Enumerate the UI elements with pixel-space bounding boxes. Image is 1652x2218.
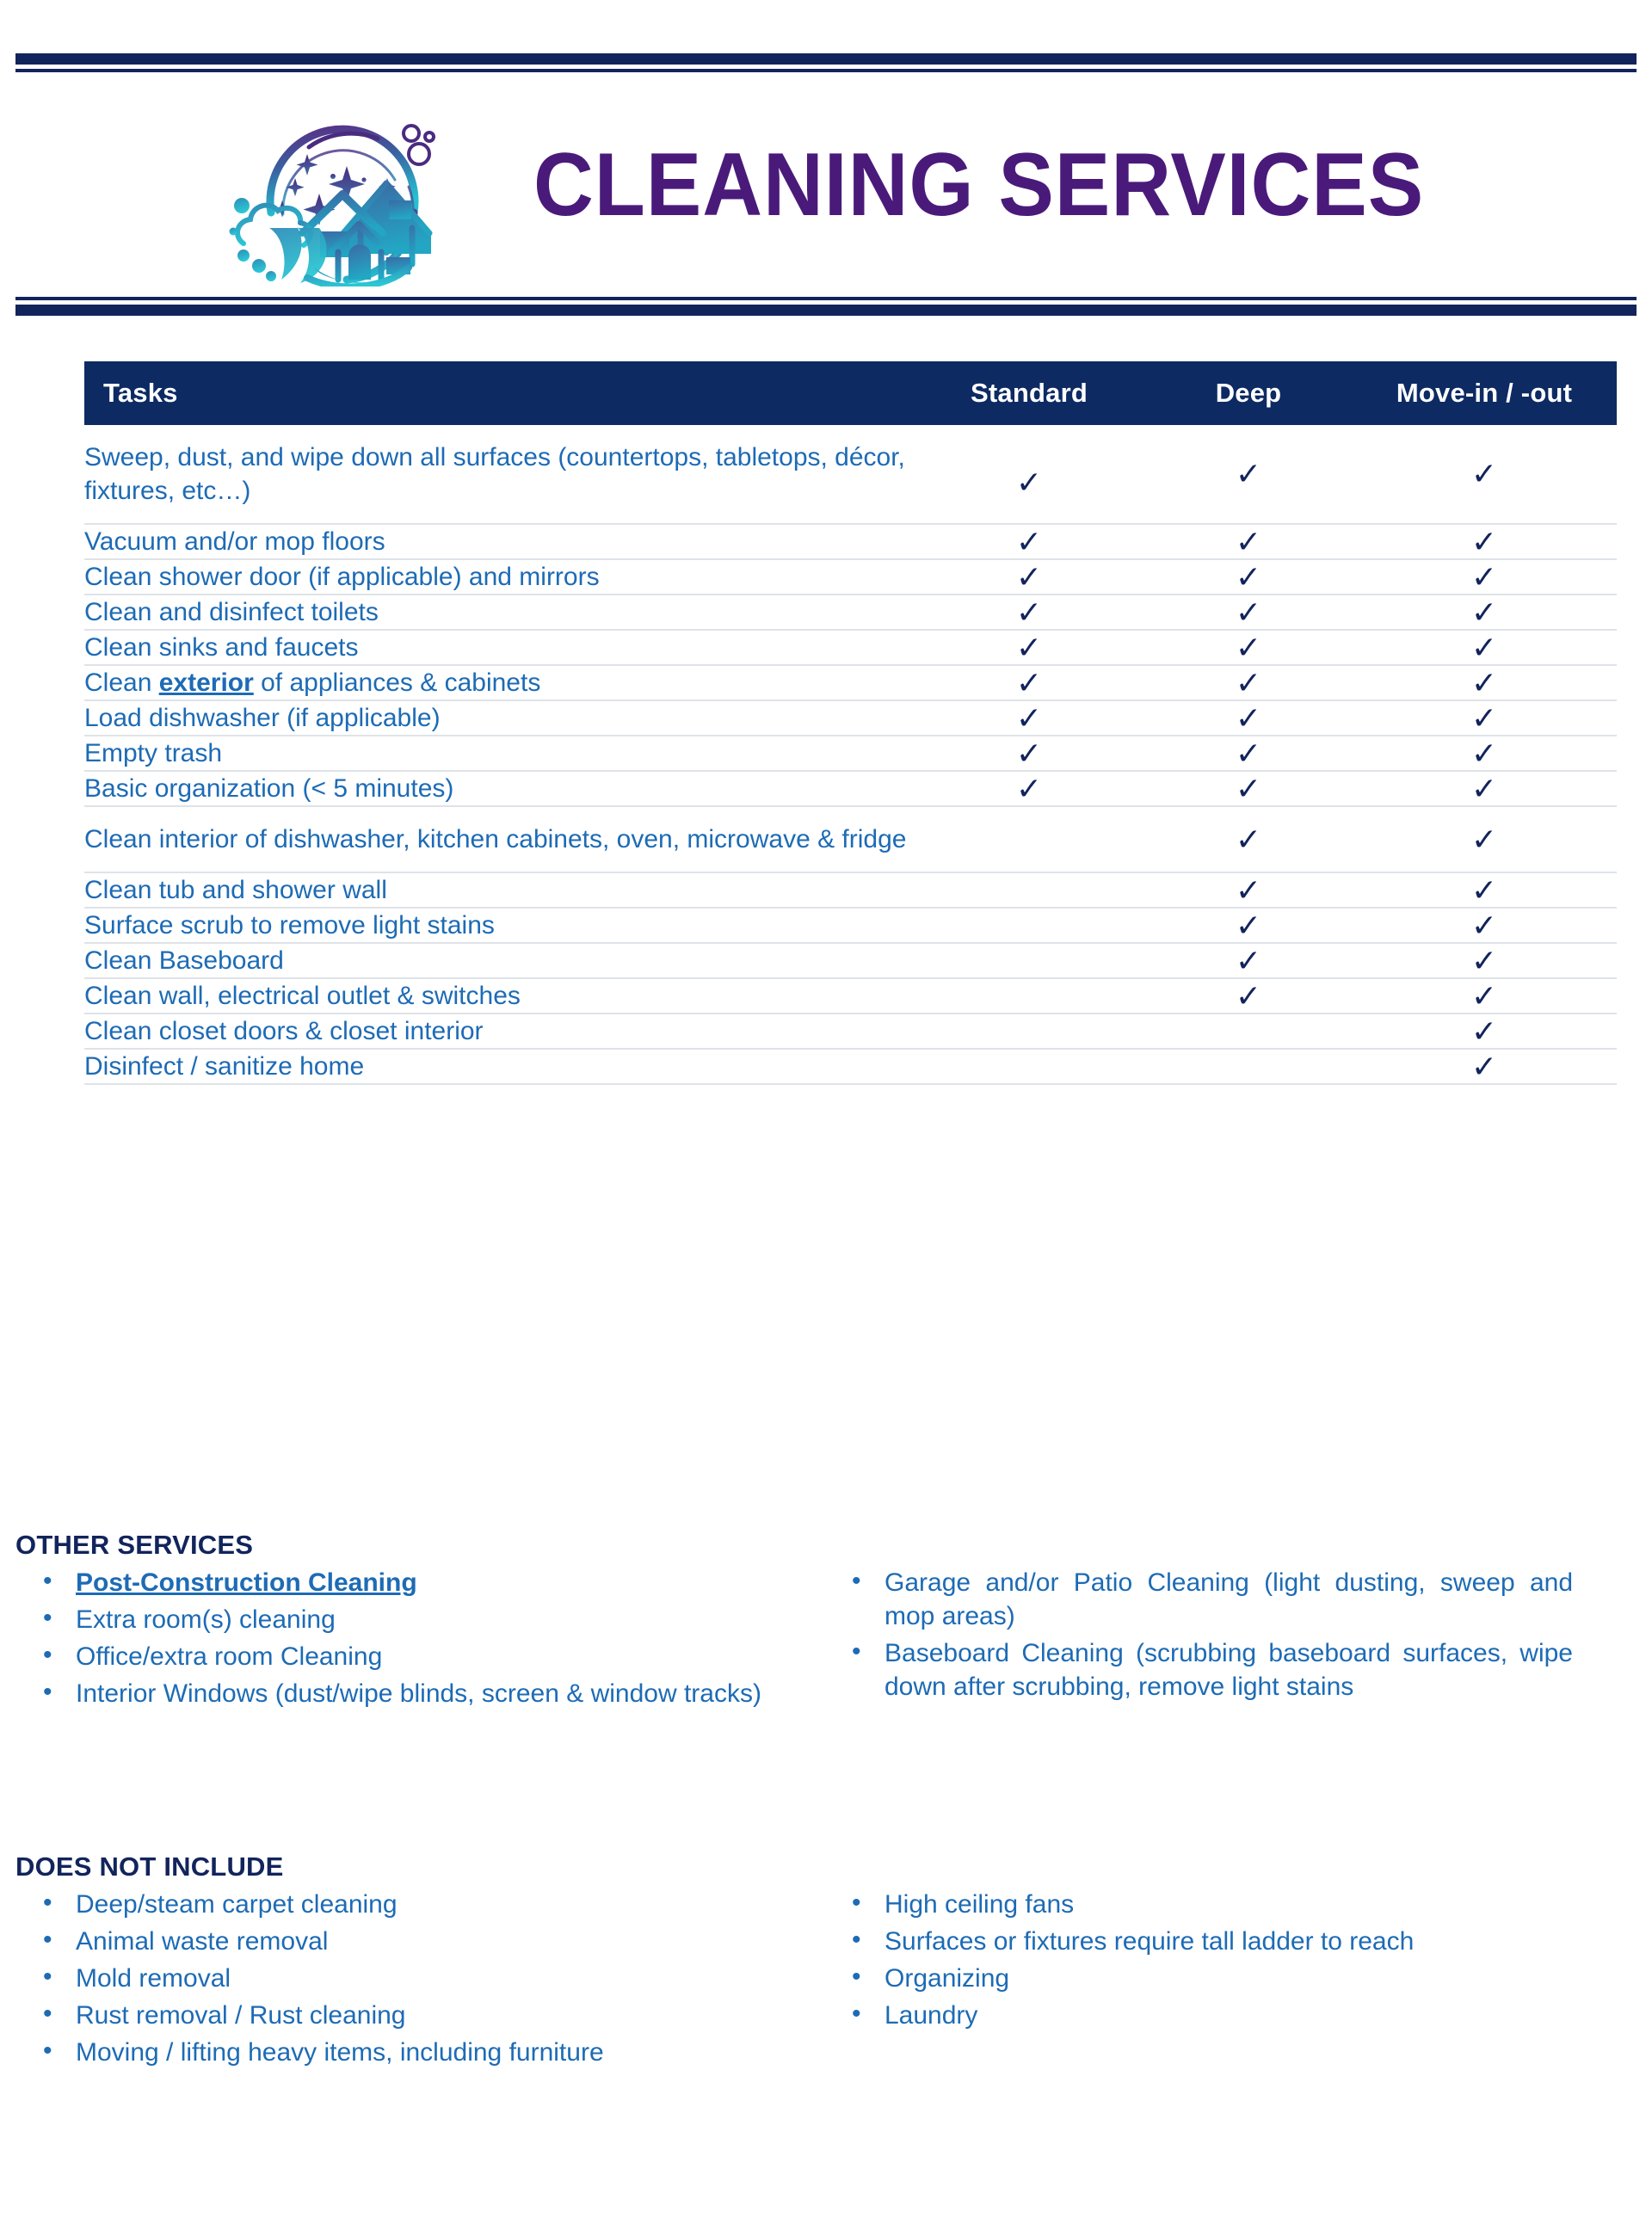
list-item: • Moving / lifting heavy items, including furniture bbox=[15, 2036, 824, 2069]
table-row bbox=[84, 806, 1617, 872]
check-cell-move bbox=[1352, 736, 1617, 771]
other-services-section bbox=[15, 1530, 1637, 1714]
task-label: Basic organization (< 5 minutes) bbox=[84, 771, 913, 806]
check-icon: ✓ bbox=[1015, 735, 1043, 771]
check-cell-std bbox=[913, 806, 1145, 872]
check-cell-move bbox=[1352, 595, 1617, 630]
check-icon: ✓ bbox=[1470, 977, 1498, 1014]
check-icon: ✓ bbox=[1235, 821, 1262, 857]
check-icon: ✓ bbox=[1015, 594, 1043, 630]
task-label: Clean sinks and faucets bbox=[84, 630, 913, 665]
task-emphasis: exterior bbox=[158, 668, 254, 697]
check-icon: ✓ bbox=[1235, 699, 1262, 736]
check-cell-deep bbox=[1145, 665, 1352, 700]
house-sparkle-bubbles-icon bbox=[218, 83, 467, 286]
list-item: • Office/extra room Cleaning bbox=[15, 1640, 824, 1673]
check-icon: ✓ bbox=[1235, 942, 1262, 978]
task-label: Clean tub and shower wall bbox=[84, 872, 913, 908]
table-header-row bbox=[84, 361, 1617, 425]
other-services-left-list bbox=[15, 1566, 824, 1710]
table-row bbox=[84, 978, 1617, 1014]
check-icon: ✓ bbox=[1470, 1013, 1498, 1049]
task-label: Clean interior of dishwasher, kitchen cabinets, oven, microwave & fridge bbox=[84, 806, 913, 872]
check-cell-std bbox=[913, 425, 1145, 524]
does-not-include-right-column bbox=[824, 1888, 1581, 2036]
does-not-include-left-list bbox=[15, 1888, 824, 2069]
table-row bbox=[84, 771, 1617, 806]
table-row bbox=[84, 425, 1617, 524]
task-label: Sweep, dust, and wipe down all surfaces (countertops, tabletops, décor, fixtures, etc…) bbox=[84, 425, 913, 524]
task-label: Vacuum and/or mop floors bbox=[84, 524, 913, 559]
task-label: Load dishwasher (if applicable) bbox=[84, 700, 913, 736]
check-cell-std bbox=[913, 559, 1145, 595]
check-cell-move bbox=[1352, 806, 1617, 872]
check-cell-deep bbox=[1145, 630, 1352, 665]
other-services-left-column bbox=[15, 1566, 824, 1714]
check-icon: ✓ bbox=[1235, 664, 1262, 700]
task-label: Clean exterior of appliances & cabinets bbox=[84, 665, 913, 700]
check-icon: ✓ bbox=[1235, 872, 1262, 908]
header-bottom-rule bbox=[15, 297, 1637, 316]
check-icon: ✓ bbox=[1470, 907, 1498, 943]
does-not-include-left-column bbox=[15, 1888, 824, 2073]
check-cell-deep bbox=[1145, 872, 1352, 908]
check-cell-move bbox=[1352, 771, 1617, 806]
check-icon: ✓ bbox=[1015, 770, 1043, 806]
check-cell-deep bbox=[1145, 700, 1352, 736]
services-comparison-table bbox=[84, 361, 1592, 1085]
list-item: • Mold removal bbox=[15, 1962, 824, 1995]
check-icon: ✓ bbox=[1235, 629, 1262, 665]
check-cell-move bbox=[1352, 700, 1617, 736]
does-not-include-right-list bbox=[824, 1888, 1581, 2032]
column-header-move-in-out: Move-in / -out bbox=[1352, 361, 1617, 425]
check-icon: ✓ bbox=[1235, 558, 1262, 595]
check-cell-move bbox=[1352, 978, 1617, 1014]
table-row bbox=[84, 1014, 1617, 1049]
check-icon: ✓ bbox=[1470, 664, 1498, 700]
check-cell-std bbox=[913, 524, 1145, 559]
check-cell-std bbox=[913, 943, 1145, 978]
check-icon: ✓ bbox=[1470, 629, 1498, 665]
check-cell-std bbox=[913, 665, 1145, 700]
check-cell-deep bbox=[1145, 1014, 1352, 1049]
check-cell-deep bbox=[1145, 771, 1352, 806]
check-cell-deep bbox=[1145, 1049, 1352, 1084]
task-label: Clean wall, electrical outlet & switches bbox=[84, 978, 913, 1014]
check-cell-std bbox=[913, 908, 1145, 943]
check-cell-std bbox=[913, 630, 1145, 665]
list-item-emphasis: Post-Construction Cleaning bbox=[76, 1568, 417, 1597]
check-cell-deep bbox=[1145, 908, 1352, 943]
check-icon: ✓ bbox=[1235, 977, 1262, 1014]
check-cell-deep bbox=[1145, 524, 1352, 559]
list-item: • Interior Windows (dust/wipe blinds, screen & window tracks) bbox=[15, 1677, 824, 1710]
list-item: • High ceiling fans bbox=[824, 1888, 1581, 1921]
list-item: • Garage and/or Patio Cleaning (light dusting, sweep and mop areas) bbox=[824, 1566, 1581, 1633]
other-services-heading: OTHER SERVICES bbox=[15, 1530, 254, 1560]
check-cell-std bbox=[913, 978, 1145, 1014]
table-row bbox=[84, 908, 1617, 943]
check-cell-deep bbox=[1145, 736, 1352, 771]
check-cell-deep bbox=[1145, 978, 1352, 1014]
check-icon: ✓ bbox=[1235, 523, 1262, 559]
check-cell-deep bbox=[1145, 806, 1352, 872]
check-cell-std bbox=[913, 736, 1145, 771]
check-cell-std bbox=[913, 771, 1145, 806]
list-item: • Extra room(s) cleaning bbox=[15, 1603, 824, 1636]
check-icon: ✓ bbox=[1470, 770, 1498, 806]
rule-thick-bar bbox=[15, 305, 1637, 316]
task-label: Clean closet doors & closet interior bbox=[84, 1014, 913, 1049]
table-row bbox=[84, 665, 1617, 700]
task-label: Clean Baseboard bbox=[84, 943, 913, 978]
list-item: • Animal waste removal bbox=[15, 1925, 824, 1958]
check-icon: ✓ bbox=[1235, 770, 1262, 806]
check-cell-move bbox=[1352, 943, 1617, 978]
list-item: • Organizing bbox=[824, 1962, 1581, 1995]
table-row bbox=[84, 700, 1617, 736]
table-row bbox=[84, 559, 1617, 595]
column-header-standard: Standard bbox=[913, 361, 1145, 425]
table-row bbox=[84, 1049, 1617, 1084]
check-icon: ✓ bbox=[1015, 629, 1043, 665]
check-cell-deep bbox=[1145, 425, 1352, 524]
check-icon: ✓ bbox=[1235, 735, 1262, 771]
task-label: Surface scrub to remove light stains bbox=[84, 908, 913, 943]
check-cell-move bbox=[1352, 872, 1617, 908]
check-icon: ✓ bbox=[1470, 558, 1498, 595]
check-icon: ✓ bbox=[1235, 594, 1262, 630]
check-cell-std bbox=[913, 872, 1145, 908]
rule-thin-bar bbox=[15, 297, 1637, 300]
check-cell-deep bbox=[1145, 595, 1352, 630]
rule-thin-bar bbox=[15, 69, 1637, 72]
check-cell-std bbox=[913, 595, 1145, 630]
table-row bbox=[84, 630, 1617, 665]
check-cell-move bbox=[1352, 425, 1617, 524]
check-cell-deep bbox=[1145, 943, 1352, 978]
check-cell-move bbox=[1352, 1014, 1617, 1049]
check-icon: ✓ bbox=[1015, 699, 1043, 736]
check-cell-move bbox=[1352, 1049, 1617, 1084]
rule-thick-bar bbox=[15, 53, 1637, 65]
company-logo bbox=[213, 82, 472, 288]
list-item: • Surfaces or fixtures require tall ladder to reach bbox=[824, 1925, 1581, 1958]
list-item bbox=[15, 1566, 824, 1599]
check-icon: ✓ bbox=[1470, 1048, 1498, 1084]
does-not-include-heading: DOES NOT INCLUDE bbox=[15, 1851, 284, 1882]
table-row bbox=[84, 872, 1617, 908]
check-icon: ✓ bbox=[1470, 523, 1498, 559]
page-title: CLEANING SERVICES bbox=[533, 135, 1425, 235]
list-item: • Rust removal / Rust cleaning bbox=[15, 1999, 824, 2032]
check-icon: ✓ bbox=[1235, 907, 1262, 943]
check-cell-std bbox=[913, 1049, 1145, 1084]
list-item: • Deep/steam carpet cleaning bbox=[15, 1888, 824, 1921]
check-icon: ✓ bbox=[1015, 465, 1043, 500]
other-services-right-column bbox=[824, 1566, 1581, 1707]
check-icon: ✓ bbox=[1470, 456, 1498, 491]
table-body bbox=[84, 425, 1617, 1084]
header-top-rule bbox=[15, 53, 1637, 72]
check-icon: ✓ bbox=[1470, 942, 1498, 978]
check-cell-move bbox=[1352, 908, 1617, 943]
table-row bbox=[84, 736, 1617, 771]
table-row bbox=[84, 943, 1617, 978]
check-cell-move bbox=[1352, 630, 1617, 665]
check-cell-std bbox=[913, 1014, 1145, 1049]
does-not-include-section bbox=[15, 1851, 1637, 2073]
check-icon: ✓ bbox=[1015, 558, 1043, 595]
check-icon: ✓ bbox=[1470, 735, 1498, 771]
check-cell-move bbox=[1352, 559, 1617, 595]
other-services-right-list bbox=[824, 1566, 1581, 1704]
task-label: Disinfect / sanitize home bbox=[84, 1049, 913, 1084]
check-icon: ✓ bbox=[1235, 456, 1262, 491]
check-icon: ✓ bbox=[1470, 594, 1498, 630]
column-header-deep: Deep bbox=[1145, 361, 1352, 425]
list-item: • Baseboard Cleaning (scrubbing baseboard surfaces, wipe down after scrubbing, remove light stains bbox=[824, 1636, 1581, 1704]
check-icon: ✓ bbox=[1015, 664, 1043, 700]
list-item: • Laundry bbox=[824, 1999, 1581, 2032]
table-row bbox=[84, 595, 1617, 630]
check-icon: ✓ bbox=[1470, 872, 1498, 908]
task-label: Clean shower door (if applicable) and mirrors bbox=[84, 559, 913, 595]
task-label: Clean and disinfect toilets bbox=[84, 595, 913, 630]
table-row bbox=[84, 524, 1617, 559]
task-label: Empty trash bbox=[84, 736, 913, 771]
check-icon: ✓ bbox=[1015, 523, 1043, 559]
check-icon: ✓ bbox=[1470, 699, 1498, 736]
check-cell-deep bbox=[1145, 559, 1352, 595]
check-icon: ✓ bbox=[1470, 821, 1498, 857]
check-cell-move bbox=[1352, 665, 1617, 700]
check-cell-move bbox=[1352, 524, 1617, 559]
page-header bbox=[0, 77, 1652, 293]
check-cell-std bbox=[913, 700, 1145, 736]
column-header-tasks: Tasks bbox=[84, 361, 913, 425]
